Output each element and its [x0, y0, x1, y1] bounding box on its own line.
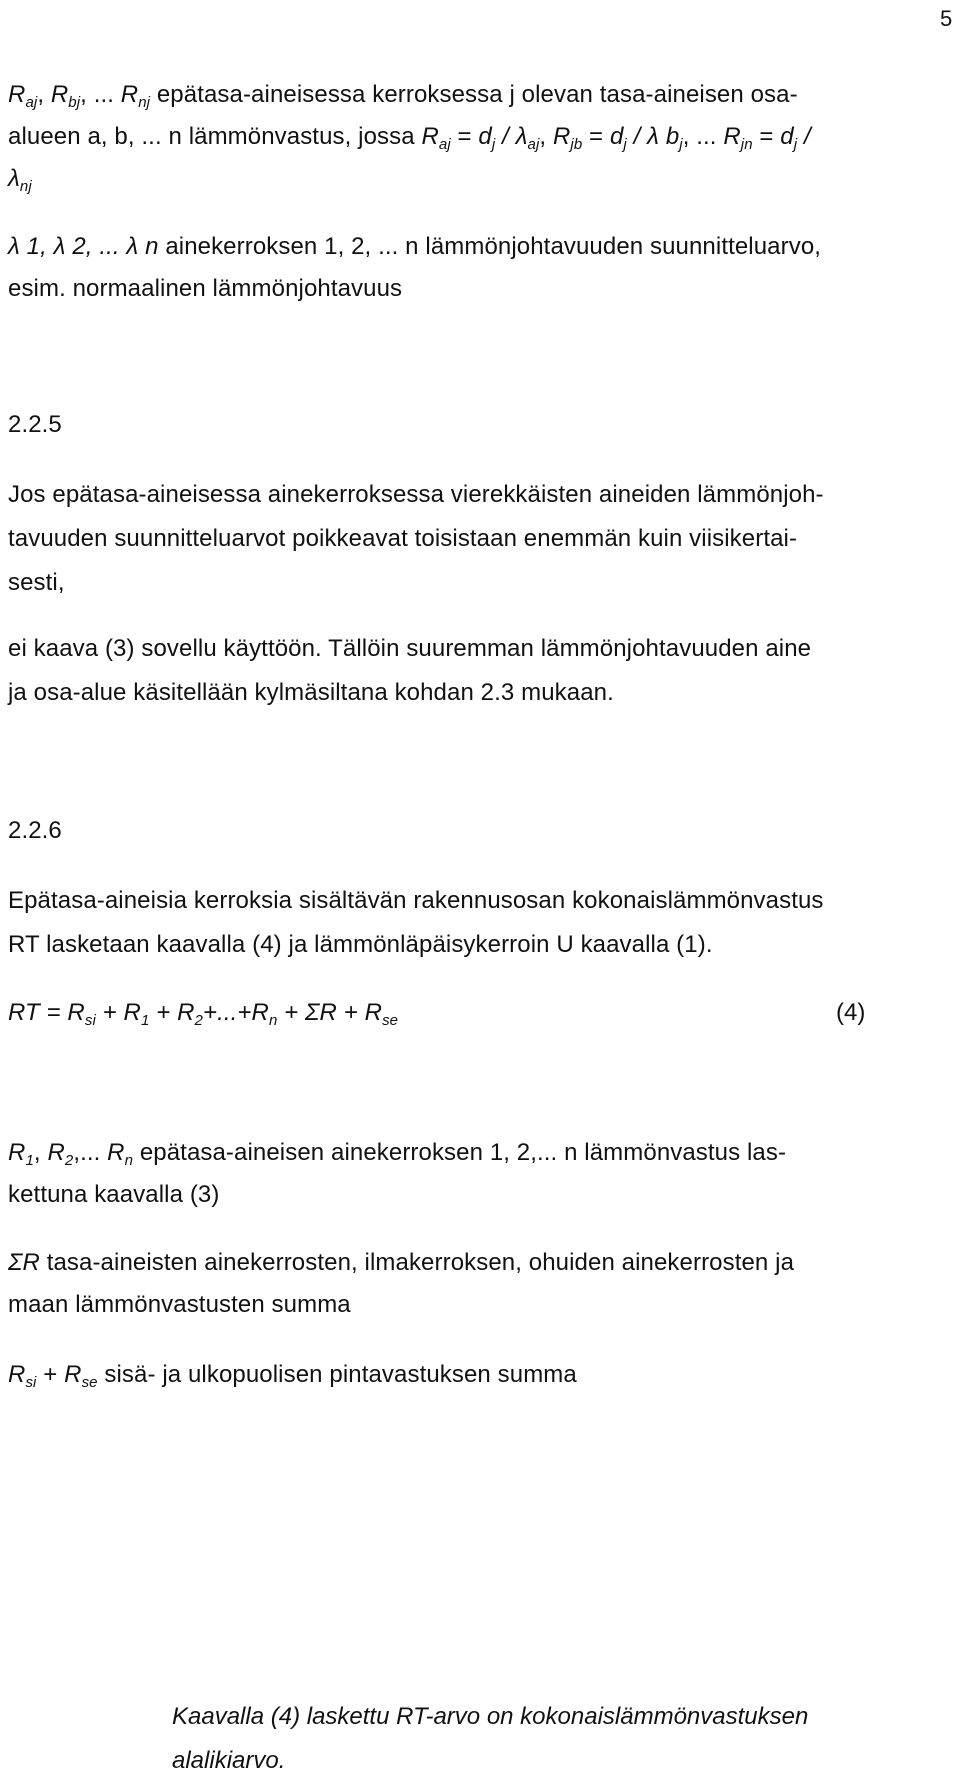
- note-line: alalikiarvo.: [172, 1747, 286, 1774]
- definition-r-line: $R_1$, $R_2$,... $R_n$ epätasa-aineisen ainekerroksen 1, 2,... n lämmönvastus las-: [8, 1139, 787, 1169]
- definition-sigma-text: tasa-aineisten ainekerrosten, ilmakerroksen, ohuiden ainekerrosten ja: [39, 1249, 795, 1276]
- definition-lambda-line: λ 1, λ 2, ... λ n ainekerroksen 1, 2, ... n lämmönjohtavuuden suunnitteluarvo,: [8, 233, 822, 260]
- definition-r-aj-text-2: alueen a, b, ... n lämmönvastus, jossa: [8, 123, 422, 150]
- definition-r-aj-line-2: alueen a, b, ... n lämmönvastus, jossa $R_{aj} = d_j / \lambda_{aj}$, $R_{jb} = d_j / \lambda$ $b_j$, ... $R_{jn} = d_j$ /: [8, 123, 811, 153]
- definition-r-aj-text: epätasa-aineisessa kerroksessa j olevan tasa-aineisen osa-: [150, 81, 798, 108]
- page-number: 5: [940, 6, 953, 31]
- paragraph-line: Jos epätasa-aineisessa ainekerroksessa vierekkäisten aineiden lämmönjoh-: [8, 481, 824, 508]
- definition-rsi-text: sisä- ja ulkopuolisen pintavastuksen summa: [97, 1361, 577, 1388]
- definition-r-line-2: kettuna kaavalla (3): [8, 1181, 220, 1208]
- paragraph-line: tavuuden suunnitteluarvot poikkeavat toisistaan enemmän kuin viisikertai-: [8, 525, 798, 552]
- definition-lambda-text: ainekerroksen 1, 2, ... n lämmönjohtavuuden suunnitteluarvo,: [165, 233, 822, 260]
- section-heading-2-2-6: 2.2.6: [8, 817, 62, 844]
- definition-sigma-line: ΣR tasa-aineisten ainekerrosten, ilmakerroksen, ohuiden ainekerrosten ja: [8, 1249, 795, 1276]
- paragraph-line: Epätasa-aineisia kerroksia sisältävän rakennusosan kokonaislämmönvastus: [8, 887, 824, 914]
- definition-rsi-line: $R_{si} + R_{se}$ sisä- ja ulkopuolisen pintavastuksen summa: [8, 1361, 577, 1391]
- paragraph-line: sesti,: [8, 569, 65, 596]
- definition-lambda-line-2: esim. normaalinen lämmönjohtavuus: [8, 275, 403, 302]
- definition-r-aj-line: $R_{aj}$, $R_{bj}$, ... $R_{nj}$ epätasa-aineisessa kerroksessa j olevan tasa-aineisen osa-: [8, 81, 798, 111]
- equation-number: (4): [836, 999, 866, 1026]
- definition-sigma-line-2: maan lämmönvastusten summa: [8, 1291, 351, 1318]
- definition-lambda-nj: $\lambda_{nj}$: [8, 165, 32, 195]
- paragraph-line: RT lasketaan kaavalla (4) ja lämmönläpäisykerroin U kaavalla (1).: [8, 931, 713, 958]
- paragraph-line: ei kaava (3) sovellu käyttöön. Tällöin suuremman lämmönjohtavuuden aine: [8, 635, 812, 662]
- equation-4: RT = $R_{si} + R_1 + R_2+...+R_n + \Sigma R + R_{se}$: [8, 999, 399, 1029]
- definition-r-text: epätasa-aineisen ainekerroksen 1, 2,... n lämmönvastus las-: [133, 1139, 787, 1166]
- note-line: Kaavalla (4) laskettu RT-arvo on kokonaislämmönvastuksen: [172, 1703, 809, 1730]
- paragraph-line: ja osa-alue käsitellään kylmäsiltana kohdan 2.3 mukaan.: [8, 679, 614, 706]
- section-heading-2-2-5: 2.2.5: [8, 411, 62, 438]
